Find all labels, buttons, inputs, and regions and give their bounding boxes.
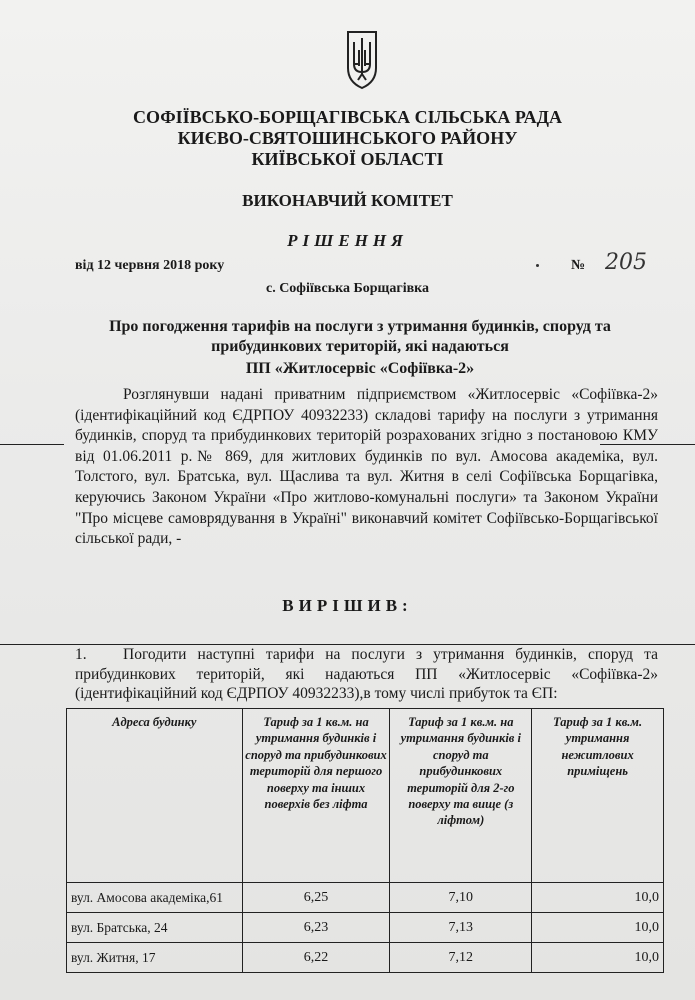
tariff-cell: 10,0	[532, 913, 664, 943]
address-cell: вул. Амосова академіка,61	[67, 883, 243, 913]
item-number: 1.	[75, 646, 87, 663]
table-header-row	[67, 709, 664, 883]
decision-title: РІШЕННЯ	[287, 231, 408, 250]
tariff-cell: 6,23	[242, 913, 390, 943]
preamble-paragraph: Розглянувши надані приватним підприємством «Житлосервіс «Софіївка-2» (ідентифікаційний код ЄДРПОУ 40932233) складові тарифу на послуги з утримання будинків, споруд та прибудинкових територій розрахованих згідно з постановою КМУ від 01.06.2011 р.№ 869, для житлових будинків по вул. Амосова академіка, вул. Толстого, вул. Братська, вул. Щаслива та вул. Житня в селі Софіївська Борщагівка, керуючись Законом України «Про житлово-комунальні послуги» та Законом України "Про місцеве самоврядування в Україні" виконавчий комітет Софіївсько-Борщагівської сільської ради, -	[75, 386, 658, 548]
dot-mark	[536, 264, 539, 267]
subject-line-1: Про погодження тарифів на послуги з утримання будинків, споруд та	[109, 318, 611, 335]
place-name: с. Софіївська Борщагівка	[265, 281, 430, 296]
committee-title: ВИКОНАВЧИЙ КОМІТЕТ	[242, 191, 453, 210]
tariff-table	[66, 708, 664, 973]
table-row	[67, 943, 664, 973]
address-cell: вул. Житня, 17	[67, 943, 243, 973]
preamble-text	[75, 385, 658, 550]
subject-line-3: ПП «Житлосервіс «Софіївка-2»	[245, 360, 475, 377]
address-cell: вул. Братська, 24	[67, 913, 243, 943]
tariff-cell: 7,10	[390, 883, 532, 913]
subject-line-2: прибудинкових територій, які надаються	[211, 338, 509, 355]
tariff-cell: 7,12	[390, 943, 532, 973]
header-tariff-no-lift: Тариф за 1 кв.м. на утримання будинків і споруд та прибудинкових територій для першого поверху та інших поверхів без ліфта	[242, 709, 390, 883]
resolve-heading: ВИРІШИВ:	[282, 596, 413, 615]
number-label: №	[571, 258, 586, 273]
fold-line-left	[0, 444, 64, 445]
tariff-cell: 10,0	[532, 883, 664, 913]
tariff-cell: 6,22	[242, 943, 390, 973]
tariff-cell: 6,25	[242, 883, 390, 913]
region-name: КИЇВСЬКОЇ ОБЛАСТІ	[251, 149, 444, 169]
resolution-item-1	[75, 645, 658, 704]
header-tariff-with-lift: Тариф за 1 кв.м. на утримання будинків і споруд та прибудинкових територій для 2-го поверху та вище (з ліфтом)	[390, 709, 532, 883]
item-text: Погодити наступні тарифи на послуги з утримання будинків, споруд та прибудинкових територій, які надаються ПП «Житлосервіс «Софіївка-2» (ідентифікаційний код ЄДРПОУ 40932233),в тому числі прибуток та ЄП:	[75, 646, 658, 702]
table-row	[67, 883, 664, 913]
tariff-cell: 7,13	[390, 913, 532, 943]
handwritten-number: 205	[605, 250, 647, 275]
district-name: КИЄВО-СВЯТОШИНСЬКОГО РАЙОНУ	[177, 128, 518, 148]
table-row	[67, 913, 664, 943]
tariff-cell: 10,0	[532, 943, 664, 973]
header-tariff-nonresidential: Тариф за 1 кв.м. утримання нежитлових приміщень	[532, 709, 664, 883]
decision-date: від 12 червня 2018 року	[75, 258, 225, 273]
council-name: СОФІЇВСЬКО-БОРЩАГІВСЬКА СІЛЬСЬКА РАДА	[132, 107, 563, 127]
header-address: Адреса будинку	[67, 709, 243, 883]
trident-emblem-icon	[342, 28, 382, 90]
